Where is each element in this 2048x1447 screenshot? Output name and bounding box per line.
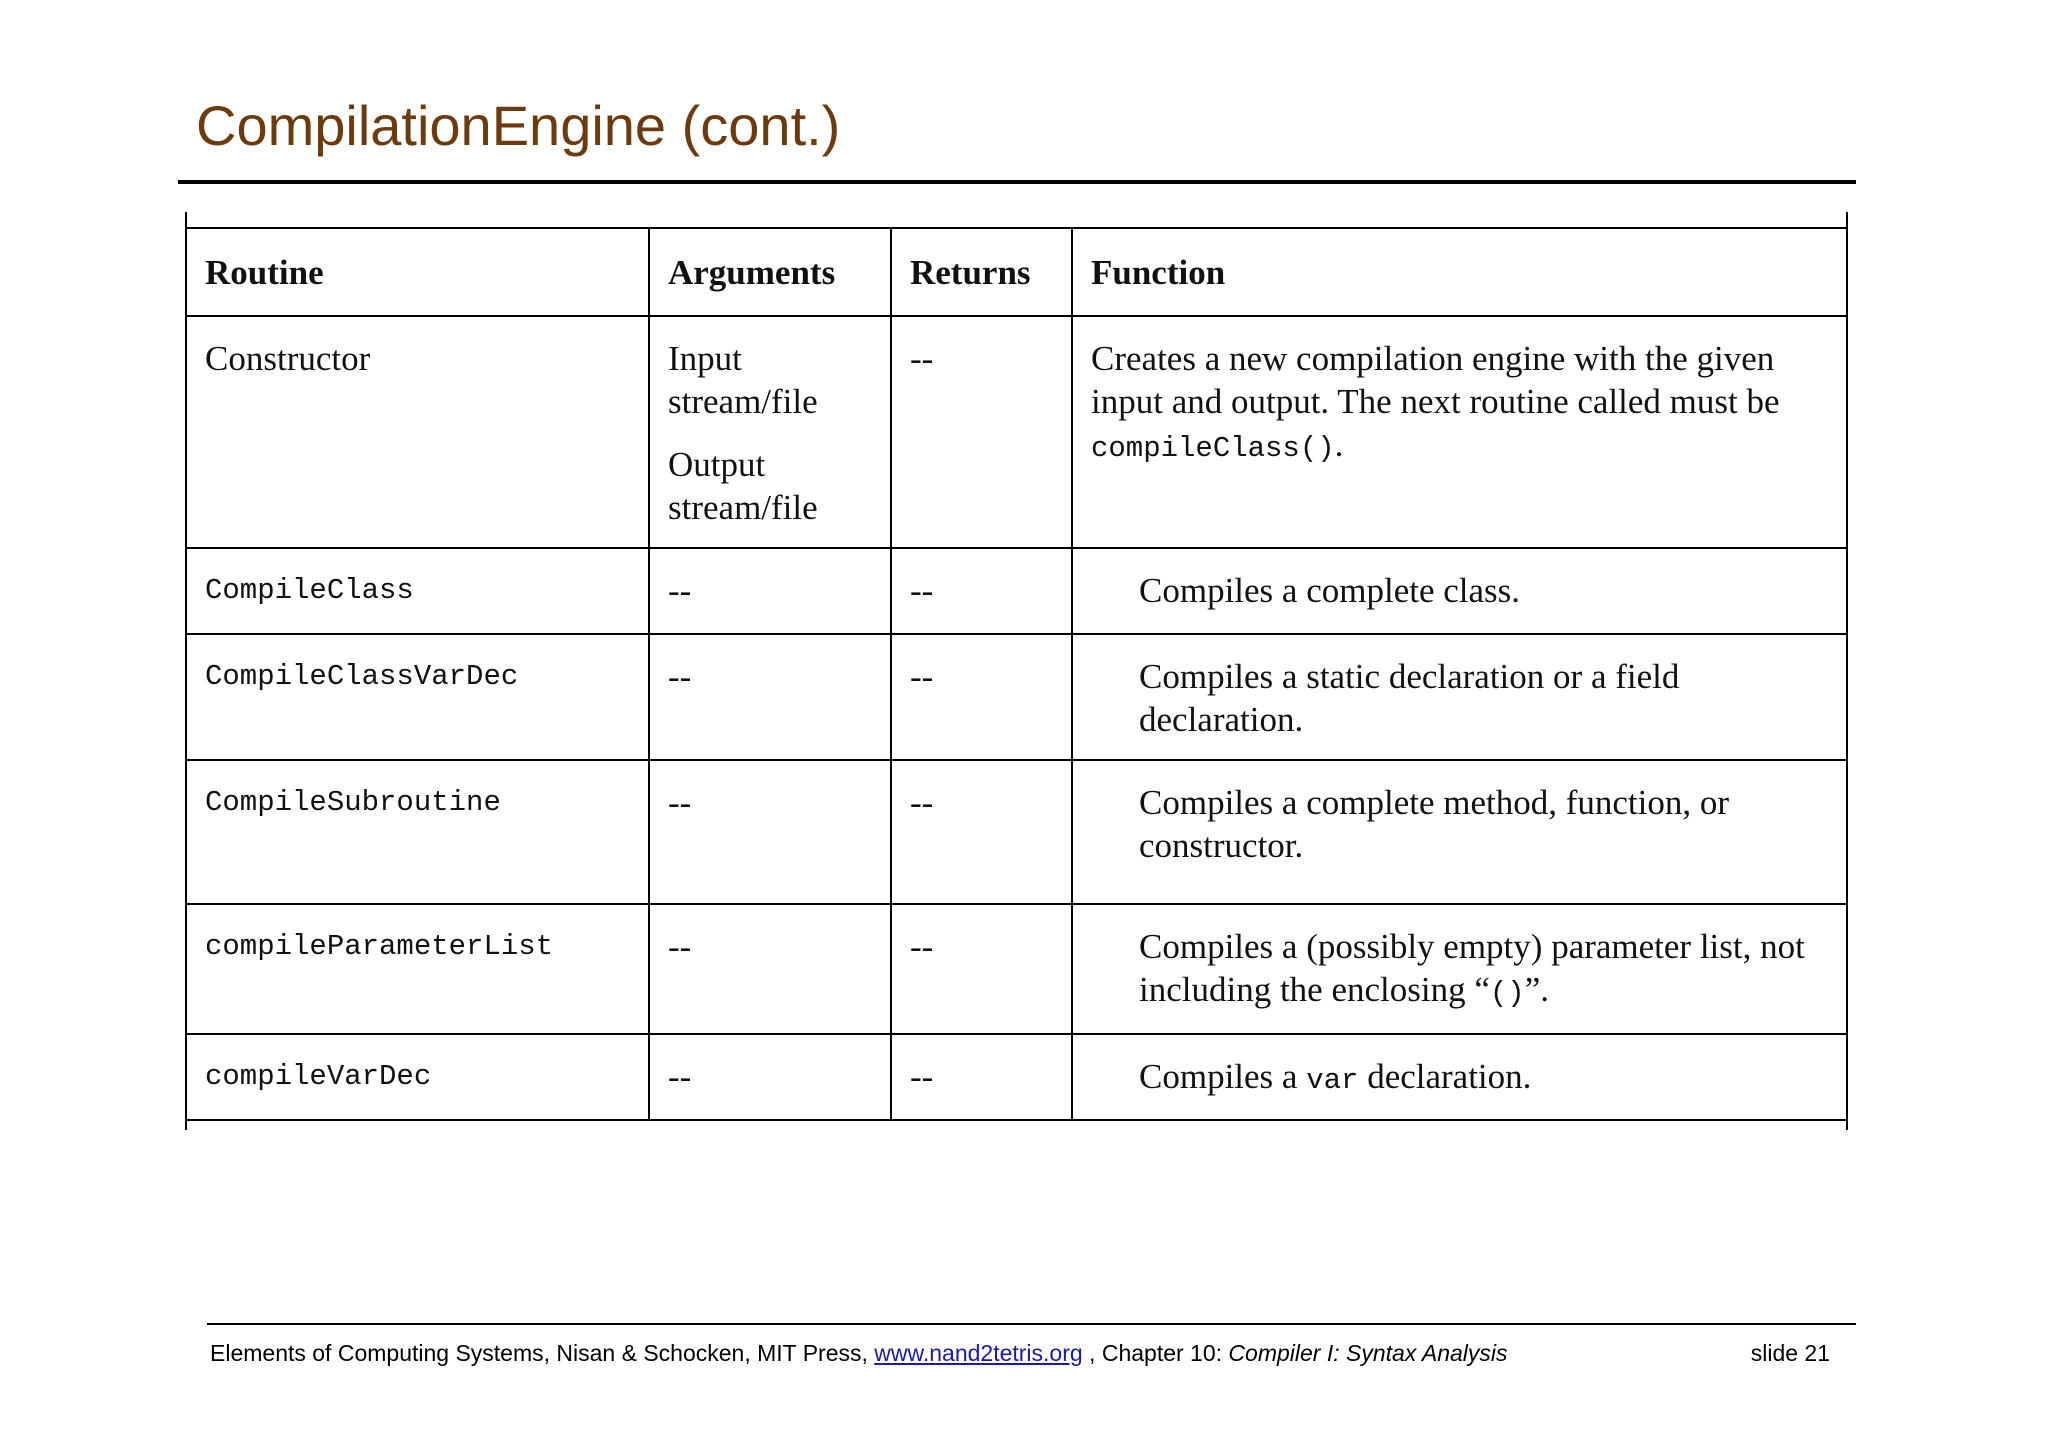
function-cell — [1072, 904, 1846, 1034]
routine-cell: CompileSubroutine — [187, 760, 649, 904]
table-row — [187, 1034, 1846, 1120]
function-code: compileClass() — [1091, 432, 1335, 465]
returns-cell: -- — [891, 316, 1072, 548]
returns-cell: -- — [891, 904, 1072, 1034]
table-row — [187, 316, 1846, 548]
routine-cell: Constructor — [187, 316, 649, 548]
footer-chapter: , Chapter 10: — [1082, 1340, 1229, 1366]
routine-cell: compileParameterList — [187, 904, 649, 1034]
function-text: Compiles a (possibly empty) parameter list, not including the enclosing “ — [1139, 927, 1805, 1009]
returns-cell: -- — [891, 760, 1072, 904]
routine-cell: CompileClassVarDec — [187, 634, 649, 760]
arguments-cell: -- — [649, 760, 891, 904]
returns-cell: -- — [891, 634, 1072, 760]
footer — [210, 1340, 1830, 1367]
title-divider — [178, 180, 1856, 184]
footer-divider — [207, 1323, 1856, 1325]
function-cell: Compiles a complete method, function, or constructor. — [1072, 760, 1846, 904]
footer-chapter-title: Compiler I: Syntax Analysis — [1228, 1340, 1508, 1366]
arguments-cell: -- — [649, 904, 891, 1034]
returns-cell: -- — [891, 1034, 1072, 1120]
function-code: () — [1489, 977, 1525, 1010]
slide-title: CompilationEngine (cont.) — [196, 94, 841, 157]
arguments-cell: -- — [649, 548, 891, 634]
function-text: Compiles a — [1139, 1057, 1307, 1096]
routine-cell: CompileClass — [187, 548, 649, 634]
table-row — [187, 634, 1846, 760]
footer-citation: Elements of Computing Systems, Nisan & Schocken, MIT Press, — [210, 1340, 875, 1366]
table-row — [187, 760, 1846, 904]
arguments-cell: -- — [649, 1034, 891, 1120]
function-code: var — [1306, 1064, 1359, 1097]
nand2tetris-link[interactable]: www.nand2tetris.org — [874, 1340, 1083, 1366]
function-cell — [1072, 1034, 1846, 1120]
header-function: Function — [1072, 228, 1846, 316]
routine-cell: compileVarDec — [187, 1034, 649, 1120]
routines-table — [187, 227, 1846, 1121]
header-returns: Returns — [891, 228, 1072, 316]
function-cell — [1072, 316, 1846, 548]
function-cell: Compiles a complete class. — [1072, 548, 1846, 634]
arguments-cell: -- — [649, 634, 891, 760]
header-routine: Routine — [187, 228, 649, 316]
function-text: Creates a new compilation engine with the given input and output. The next routine called must be — [1091, 339, 1780, 421]
routines-table-frame — [185, 212, 1848, 1130]
function-tail: ”. — [1524, 970, 1549, 1009]
header-arguments: Arguments — [649, 228, 891, 316]
returns-cell: -- — [891, 548, 1072, 634]
argument-input: Input stream/file — [668, 339, 818, 421]
table-row — [187, 548, 1846, 634]
function-cell: Compiles a static declaration or a field declaration. — [1072, 634, 1846, 760]
table-header-row — [187, 228, 1846, 316]
function-tail: declaration. — [1358, 1057, 1532, 1096]
table-row — [187, 904, 1846, 1034]
function-tail: . — [1334, 425, 1344, 464]
argument-output: Output stream/file — [668, 445, 818, 527]
slide-number: slide 21 — [1750, 1340, 1830, 1366]
arguments-cell — [649, 316, 891, 548]
